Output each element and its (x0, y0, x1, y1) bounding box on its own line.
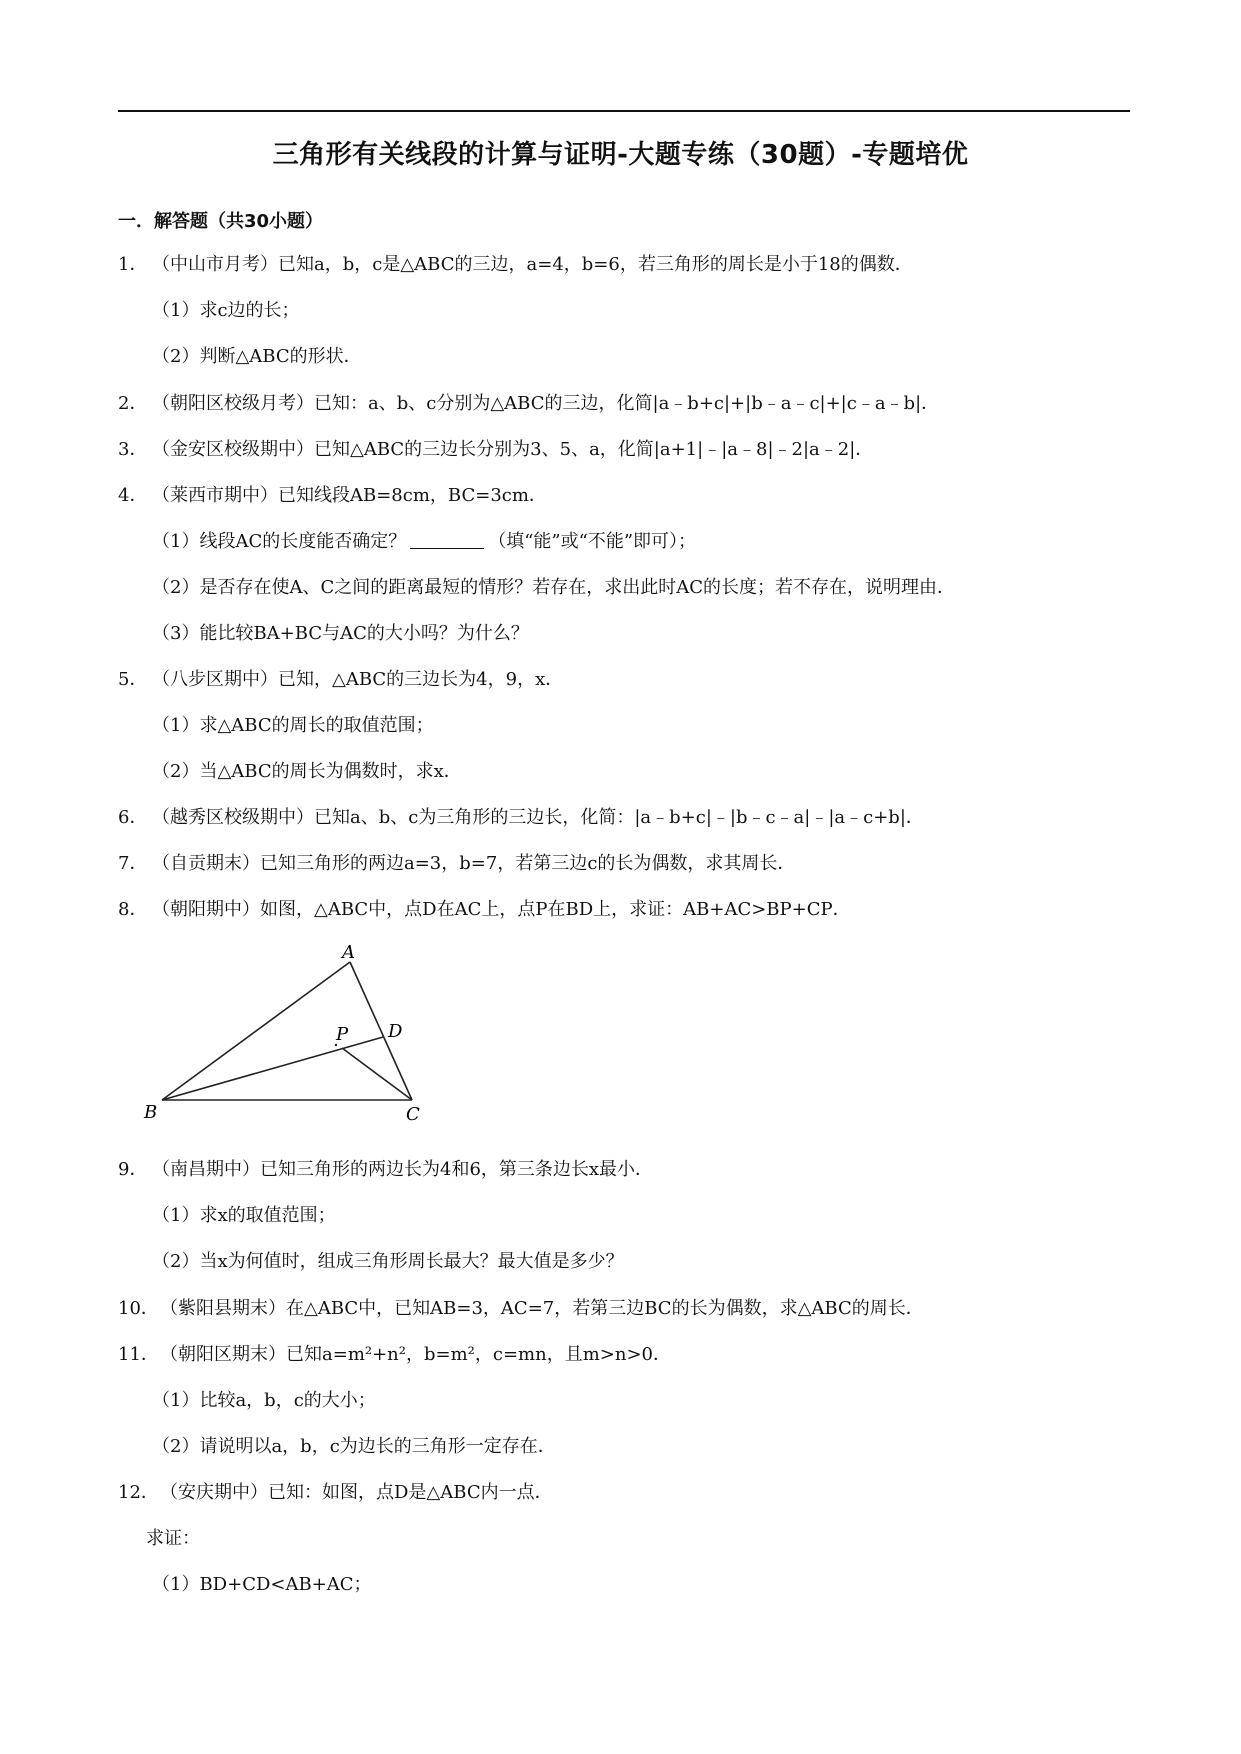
problem-number: 7． (118, 853, 148, 874)
proof-label: 求证： (146, 1528, 200, 1549)
problem-3 (118, 438, 873, 462)
problem-9 (118, 1158, 653, 1182)
answer-blank[interactable] (410, 530, 484, 549)
problem-10 (118, 1297, 924, 1321)
problem-5 (118, 668, 563, 692)
subquestion: （1）BD+CD<AB+AC； (152, 1574, 372, 1595)
problem-number: 9． (118, 1159, 148, 1180)
label-p: P (336, 1024, 349, 1045)
problem-1 (118, 253, 913, 277)
problem-6 (118, 806, 924, 830)
subquestion: （1）比较a，b，c的大小； (152, 1390, 376, 1411)
problem-number: 4． (118, 485, 148, 506)
label-a: A (342, 942, 355, 963)
problem-number: 2． (118, 393, 148, 414)
problem-number: 6． (118, 807, 148, 828)
subquestion-text: （填“能”或“不能”即可）； (488, 531, 697, 552)
page-title: 三角形有关线段的计算与证明-大题专练（30题）-专题培优 (272, 140, 969, 170)
problem-number: 5． (118, 669, 148, 690)
problem-text: （八步区期中）已知，△ABC的三边长为4，9，x． (152, 669, 564, 690)
problem-12 (118, 1481, 553, 1505)
segment-pc (342, 1048, 412, 1100)
problem-text: （自贡期末）已知三角形的两边a=3，b=7，若第三边c的长为偶数，求其周长． (152, 853, 796, 874)
problem-text: （莱西市期中）已知线段AB=8cm，BC=3cm． (152, 485, 547, 506)
subquestion: （3）能比较BA+BC与AC的大小吗？为什么？ (152, 623, 529, 644)
problem-text: （紫阳县期末）在△ABC中，已知AB=3，AC=7，若第三边BC的长为偶数，求△ABC的周长． (160, 1298, 924, 1319)
subquestion: （2）判断△ABC的形状． (152, 346, 362, 367)
problem-text: （越秀区校级期中）已知a、b、c为三角形的三边长，化简：|a﹣b+c|﹣|b﹣c﹣a|﹣|a﹣c+b|． (152, 807, 924, 828)
problem-text: （安庆期中）已知：如图，点D是△ABC内一点． (160, 1482, 553, 1503)
problem-4 (118, 484, 547, 508)
problem-text: （南昌期中）已知三角形的两边长为4和6，第三条边长x最小． (152, 1159, 654, 1180)
problem-text: （朝阳区期末）已知a=m²+n²，b=m²，c=mn，且m>n>0． (160, 1344, 671, 1365)
problem-8 (118, 898, 851, 922)
problem-number: 3． (118, 439, 148, 460)
problem-11 (118, 1343, 671, 1367)
subquestion: （2）请说明以a，b，c为边长的三角形一定存在． (152, 1436, 556, 1457)
subquestion: （1）求x的取值范围； (152, 1205, 336, 1226)
problem-number: 8． (118, 899, 148, 920)
subquestion-with-blank (152, 530, 696, 554)
top-rule (118, 110, 1130, 112)
problem-number: 12． (118, 1482, 159, 1503)
segment-ab (162, 962, 350, 1100)
triangle-figure (140, 942, 440, 1122)
problem-text: （金安区校级期中）已知△ABC的三边长分别为3、5、a，化简|a+1|﹣|a﹣8|﹣2|a﹣2|． (152, 439, 874, 460)
segment-ac (350, 962, 412, 1100)
label-b: B (144, 1102, 158, 1122)
problem-number: 11． (118, 1344, 159, 1365)
subquestion: （2）是否存在使A、C之间的距离最短的情形？若存在，求出此时AC的长度；若不存在，说明理由． (152, 577, 955, 598)
problem-text: （朝阳区校级月考）已知：a、b、c分别为△ABC的三边，化简|a﹣b+c|+|b﹣a﹣c|+|c﹣a﹣b|． (152, 393, 940, 414)
problem-text: （中山市月考）已知a，b，c是△ABC的三边，a=4，b=6，若三角形的周长是小于18的偶数． (152, 254, 913, 275)
segment-bd (162, 1037, 383, 1100)
subquestion-text: （1）线段AC的长度能否确定？ (152, 531, 407, 552)
problem-7 (118, 852, 795, 876)
problem-2 (118, 392, 939, 416)
problem-number: 10． (118, 1298, 159, 1319)
subquestion: （2）当x为何值时，组成三角形周长最大？最大值是多少？ (152, 1251, 624, 1272)
problem-text: （朝阳期中）如图，△ABC中，点D在AC上，点P在BD上，求证：AB+AC>BP+CP． (152, 899, 851, 920)
label-c: C (406, 1104, 420, 1122)
problem-number: 1． (118, 254, 148, 275)
label-d: D (388, 1021, 403, 1042)
section-heading: 一．解答题（共30小题） (118, 211, 324, 232)
subquestion: （1）求c边的长； (152, 300, 300, 321)
subquestion: （2）当△ABC的周长为偶数时，求x． (152, 761, 462, 782)
subquestion: （1）求△ABC的周长的取值范围； (152, 715, 434, 736)
